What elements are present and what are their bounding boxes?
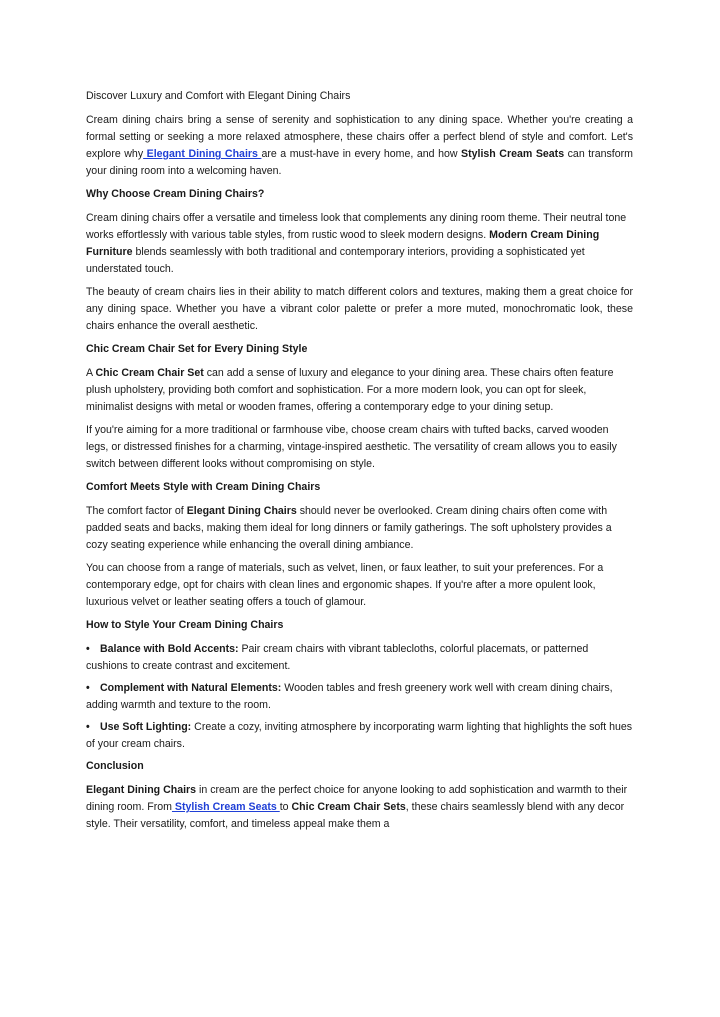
conclusion-text-3: , these chairs seamlessly blend with any decor style. Their versatility, comfort, and timeless appeal make them a [86,801,625,830]
section-heading-how-to-style: How to Style Your Cream Dining Chairs [86,619,284,631]
intro-text-2: are a must-have in every home, and how [261,148,462,160]
conclusion-paragraph [86,782,633,833]
list-item-label: Use Soft Lighting: [100,721,192,733]
chic-set-text-2: can add a sense of luxury and elegance to your dining area. These chairs often feature plush upholstery, providing both comfort and sophistication. For a more modern look, you can opt for sleek, minimalist designs with metal or wooden frames, offering a contemporary edge to your dining setup. [86,367,614,413]
elegant-dining-chairs-link[interactable]: Elegant Dining Chairs [143,148,262,160]
section-heading-conclusion: Conclusion [86,760,144,772]
why-choose-text-1: Cream dining chairs offer a versatile and timeless look that complements any dining room theme. Their neutral tone works effortlessly with various table styles, from rustic wood to sleek modern designs. [86,212,627,241]
list-item [86,641,633,675]
intro-bold-stylish-cream-seats: Stylish Cream Seats [461,148,565,160]
intro-text-3: can transform your dining room into a welcoming haven. [86,148,633,177]
why-choose-text-2: blends seamlessly with both traditional and contemporary interiors, providing a sophisticated yet understated touch. [86,246,585,275]
section-heading-chic-set: Chic Cream Chair Set for Every Dining Style [86,343,308,355]
conclusion-bold-1: Elegant Dining Chairs [86,784,197,796]
stylish-cream-seats-link[interactable]: Stylish Cream Seats [171,801,280,813]
why-choose-paragraph-2: The beauty of cream chairs lies in their ability to match different colors and textures, making them a great choice for any dining space. Whether you have a vibrant color palette or prefer a more muted, monochromatic look, these chairs enhance the overall aesthetic. [86,286,633,332]
section-heading-comfort: Comfort Meets Style with Cream Dining Chairs [86,481,321,493]
conclusion-text-1: in cream are the perfect choice for anyone looking to add sophistication and warmth to their dining room. From [86,784,628,813]
comfort-text-1: The comfort factor of [86,505,187,517]
style-tips-list [86,641,633,753]
list-item-text: Pair cream chairs with vibrant tablecloths, colorful placemats, or patterned cushions to create contrast and excitement. [86,643,589,672]
comfort-paragraph-2: You can choose from a range of materials, such as velvet, linen, or faux leather, to suit your preferences. For a contemporary edge, opt for chairs with clean lines and ergonomic shapes. If you're after a more opulent look, luxurious velvet or leather seating offers a touch of glamour. [86,562,604,608]
comfort-bold: Elegant Dining Chairs [186,505,297,517]
bullet-icon: • [86,643,90,655]
intro-text-1: Cream dining chairs bring a sense of serenity and sophistication to any dining space. Whether you're creating a formal setting or seeking a more relaxed atmosphere, these chairs offer a perfect blend of style and comfort. Let's explore why [86,114,633,160]
intro-paragraph [86,112,633,180]
why-choose-paragraph-1 [86,210,633,278]
bullet-icon: • [86,682,90,694]
chic-set-paragraph-1 [86,365,633,416]
comfort-text-2: should never be overlooked. Cream dining chairs often come with padded seats and backs, making them ideal for long dinners or family gatherings. The soft upholstery provides a cozy seating experience while enhancing the overall dining ambiance. [86,505,612,551]
chic-set-text-1: A [86,367,96,379]
chic-set-bold: Chic Cream Chair Set [95,367,204,379]
list-item [86,680,633,714]
bullet-icon: • [86,721,90,733]
section-heading-why-choose: Why Choose Cream Dining Chairs? [86,188,265,200]
why-choose-bold: Modern Cream Dining Furniture [86,229,600,258]
list-item-text: Create a cozy, inviting atmosphere by incorporating warm lighting that highlights the soft hues of your cream chairs. [86,721,633,750]
list-item-label: Balance with Bold Accents: [100,643,239,655]
list-item-label: Complement with Natural Elements: [100,682,282,694]
chic-set-paragraph-2: If you're aiming for a more traditional or farmhouse vibe, choose cream chairs with tufted backs, carved wooden legs, or distressed finishes for a charming, vintage-inspired aesthetic. The versatility of cream allows you to easily switch between different looks without compromising on style. [86,424,617,470]
list-item [86,719,633,753]
document-title: Discover Luxury and Comfort with Elegant Dining Chairs [86,90,351,102]
conclusion-bold-2: Chic Cream Chair Sets [291,801,406,813]
comfort-paragraph-1 [86,503,633,554]
list-item-text: Wooden tables and fresh greenery work well with cream dining chairs, adding warmth and texture to the room. [86,682,613,711]
conclusion-text-2: to [279,801,292,813]
